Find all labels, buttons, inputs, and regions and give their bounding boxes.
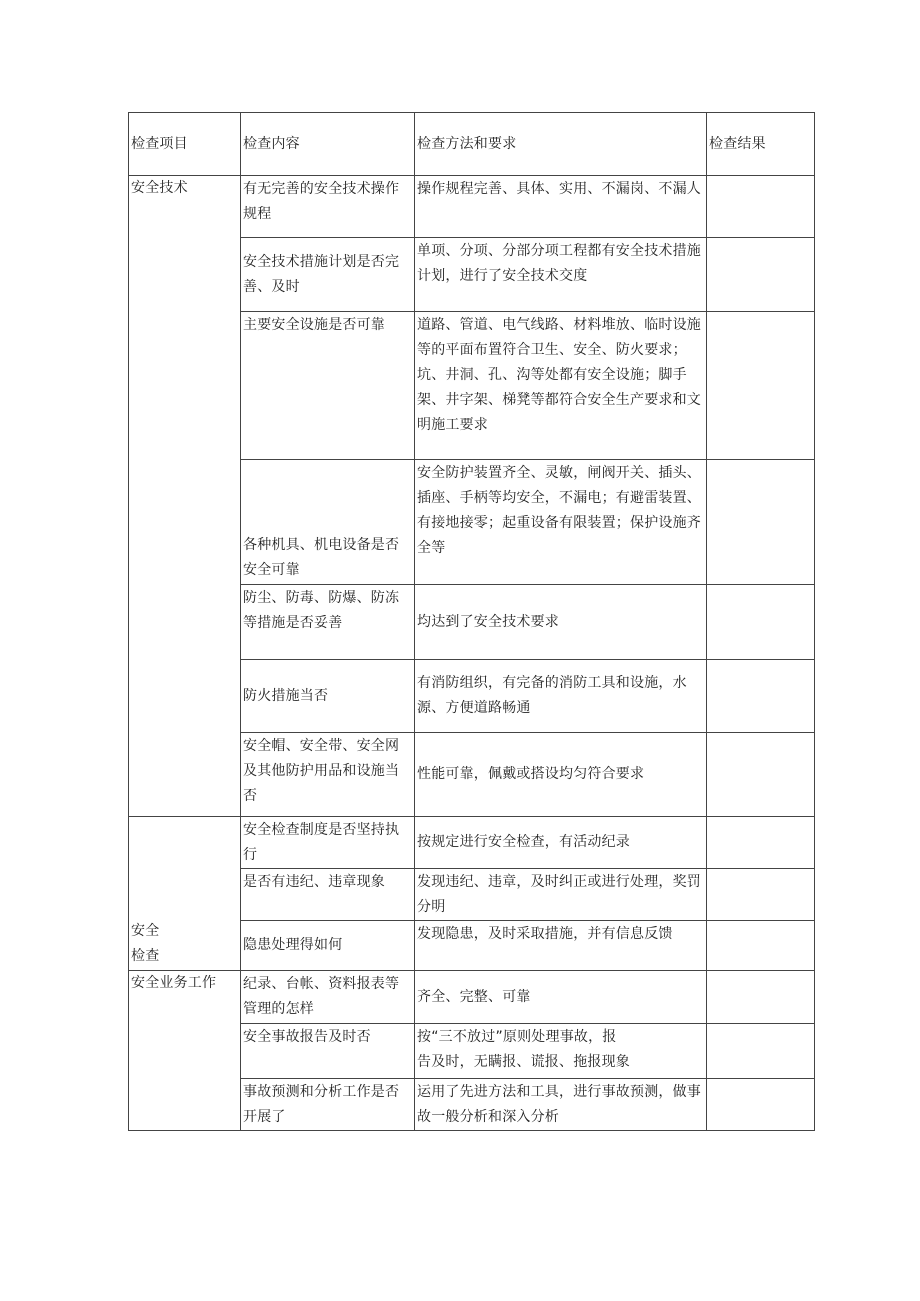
result-cell[interactable] [707,971,815,1024]
result-cell[interactable] [707,1079,815,1131]
content-cell: 安全技术措施计划是否完善、及时 [241,238,415,312]
method-cell: 发现违纪、违章，及时纠正或进行处理，奖罚分明 [415,869,707,921]
table-header-row [129,113,815,176]
method-cell: 齐全、完整、可靠 [415,971,707,1024]
method-line-2: 告及时，无瞒报、谎报、拖报现象 [417,1054,630,1070]
header-method-requirement: 检查方法和要求 [415,113,707,176]
table-row [129,817,815,869]
method-cell: 均达到了安全技术要求 [415,585,707,660]
result-cell[interactable] [707,733,815,817]
method-cell [415,1024,707,1079]
table-row [129,971,815,1024]
content-cell: 安全事故报告及时否 [241,1024,415,1079]
category-safety-technology: 安全技术 [129,176,241,817]
result-cell[interactable] [707,869,815,921]
header-inspection-result: 检查结果 [707,113,815,176]
content-cell: 有无完善的安全技术操作规程 [241,176,415,238]
method-cell: 操作规程完善、具体、实用、不漏岗、不漏人 [415,176,707,238]
category-safety-inspection [129,817,241,971]
content-cell: 主要安全设施是否可靠 [241,312,415,460]
category-line-1: 安全 [131,923,160,939]
content-cell: 防尘、防毒、防爆、防冻等措施是否妥善 [241,585,415,660]
method-cell: 运用了先进方法和工具，进行事故预测，做事故一般分析和深入分析 [415,1079,707,1131]
result-cell[interactable] [707,660,815,733]
method-cell: 有消防组织，有完备的消防工具和设施，水源、方便道路畅通 [415,660,707,733]
result-cell[interactable] [707,585,815,660]
result-cell[interactable] [707,1024,815,1079]
header-inspection-content: 检查内容 [241,113,415,176]
content-cell: 安全帽、安全带、安全网及其他防护用品和设施当否 [241,733,415,817]
content-cell: 是否有违纪、违章现象 [241,869,415,921]
content-cell: 安全检查制度是否坚持执行 [241,817,415,869]
method-line-1: 按“三不放过”原则处理事故，报 [417,1029,617,1045]
content-cell: 纪录、台帐、资料报表等管理的怎样 [241,971,415,1024]
method-cell: 发现隐患，及时采取措施，并有信息反馈 [415,921,707,971]
content-cell: 隐患处理得如何 [241,921,415,971]
result-cell[interactable] [707,921,815,971]
method-cell: 道路、管道、电气线路、材料堆放、临时设施等的平面布置符合卫生、安全、防火要求；坑、井洞、孔、沟等处都有安全设施；脚手架、井字架、梯凳等都符合安全生产要求和文明施工要求 [415,312,707,460]
method-cell: 按规定进行安全检查，有活动纪录 [415,817,707,869]
table-row [129,176,815,238]
method-cell: 安全防护装置齐全、灵敏，闸阀开关、插头、插座、手柄等均安全，不漏电；有避雷装置、有接地接零；起重设备有限装置；保护设施齐全等 [415,460,707,585]
method-cell: 单项、分项、分部分项工程都有安全技术措施计划，进行了安全技术交度 [415,238,707,312]
content-cell: 各种机具、机电设备是否安全可靠 [241,460,415,585]
category-line-2: 检查 [131,948,160,964]
result-cell[interactable] [707,312,815,460]
result-cell[interactable] [707,817,815,869]
inspection-sheet [128,112,814,1131]
method-cell: 性能可靠，佩戴或搭设均匀符合要求 [415,733,707,817]
category-safety-business-work: 安全业务工作 [129,971,241,1131]
content-cell: 防火措施当否 [241,660,415,733]
result-cell[interactable] [707,460,815,585]
result-cell[interactable] [707,176,815,238]
content-cell: 事故预测和分析工作是否开展了 [241,1079,415,1131]
header-inspection-item: 检查项目 [129,113,241,176]
result-cell[interactable] [707,238,815,312]
safety-inspection-table [128,112,815,1131]
